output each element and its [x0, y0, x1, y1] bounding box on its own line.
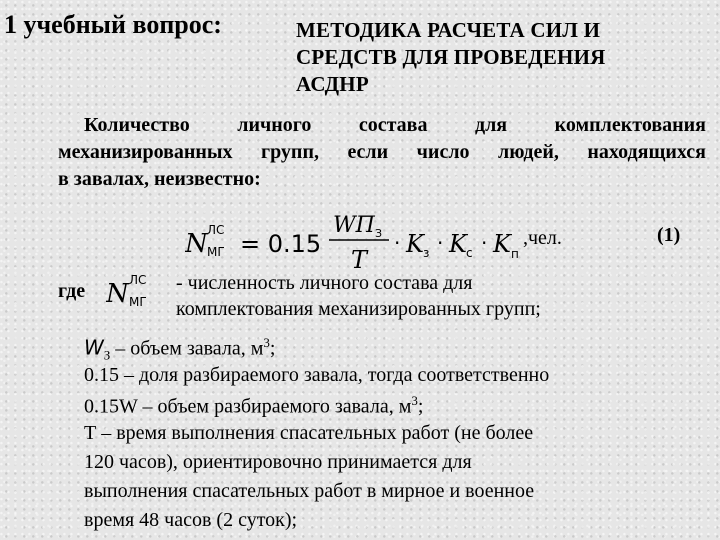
formula-k1-sub: з: [423, 246, 430, 260]
body-line-1-sup: 3: [263, 335, 270, 350]
formula-1: [185, 212, 605, 274]
definition-line-2: комплектования механизированных групп;: [176, 298, 541, 320]
formula-dot-2: ·: [437, 231, 444, 255]
body-line-3-text: 0.15W – объем разбираемого завала, м: [84, 395, 412, 418]
formula-unit: ,чел.: [523, 227, 562, 249]
def-symbol-n: N: [106, 279, 129, 309]
body-line-4: Т – время выполнения спасательных работ (не более: [84, 422, 534, 444]
body-line-1-tail: ;: [269, 337, 276, 360]
definition-symbol: [106, 268, 166, 314]
formula-lhs-sub: МГ: [207, 245, 225, 259]
title-line-2: СРЕДСТВ ДЛЯ ПРОВЕДЕНИЯ: [296, 45, 606, 69]
formula-k2: K: [449, 230, 467, 258]
formula-dot-1: ·: [394, 231, 401, 255]
body-line-1-var: W: [84, 335, 104, 360]
formula-equals: = 0.15: [240, 230, 322, 258]
intro-line-3: в завалах, неизвестно:: [58, 168, 261, 190]
def-symbol-sup: ЛС: [129, 273, 147, 287]
title-line-3: АСДНР: [296, 72, 369, 96]
formula-number: (1): [657, 224, 681, 246]
formula-lhs-sup: ЛС: [207, 223, 225, 237]
formula-k2-sub: с: [466, 246, 473, 260]
intro-line-2: механизированных групп, если число людей, находящихся: [58, 141, 706, 163]
where-label: где: [58, 280, 86, 302]
body-line-3-tail: ;: [417, 395, 424, 418]
def-symbol-sub: МГ: [129, 295, 147, 309]
body-line-3-sup: 3: [411, 393, 418, 408]
intro-paragraph: [58, 112, 706, 193]
formula-numerator: WП: [333, 213, 375, 238]
intro-line-1: Количество личного состава для комплектования: [84, 114, 706, 136]
question-label: 1 учебный вопрос:: [4, 10, 222, 39]
formula-k3-sub: п: [511, 247, 519, 261]
body-line-6: выполнения спасательных работ в мирное и военное: [84, 480, 535, 502]
body-line-1-sub: З: [103, 347, 111, 363]
body-line-7: время 48 часов (2 суток);: [84, 509, 298, 531]
formula-denominator: T: [351, 246, 368, 274]
formula-lhs-symbol: N: [185, 229, 208, 259]
body-line-2: 0.15 – доля разбираемого завала, тогда соответственно: [84, 364, 550, 386]
body-line-5: 120 часов), ориентировочно принимается для: [84, 451, 472, 473]
formula-numerator-sub: З: [375, 227, 383, 240]
body-line-1: [84, 335, 275, 364]
formula-k3: K: [493, 230, 511, 258]
body-line-3: [84, 393, 423, 419]
formula-dot-3: ·: [481, 231, 488, 255]
title-line-1: МЕТОДИКА РАСЧЕТА СИЛ И: [296, 18, 601, 42]
formula-k1: K: [406, 230, 424, 258]
definition-line-1: - численность личного состава для: [176, 272, 473, 294]
body-line-1-text: – объем завала, м: [110, 337, 264, 360]
